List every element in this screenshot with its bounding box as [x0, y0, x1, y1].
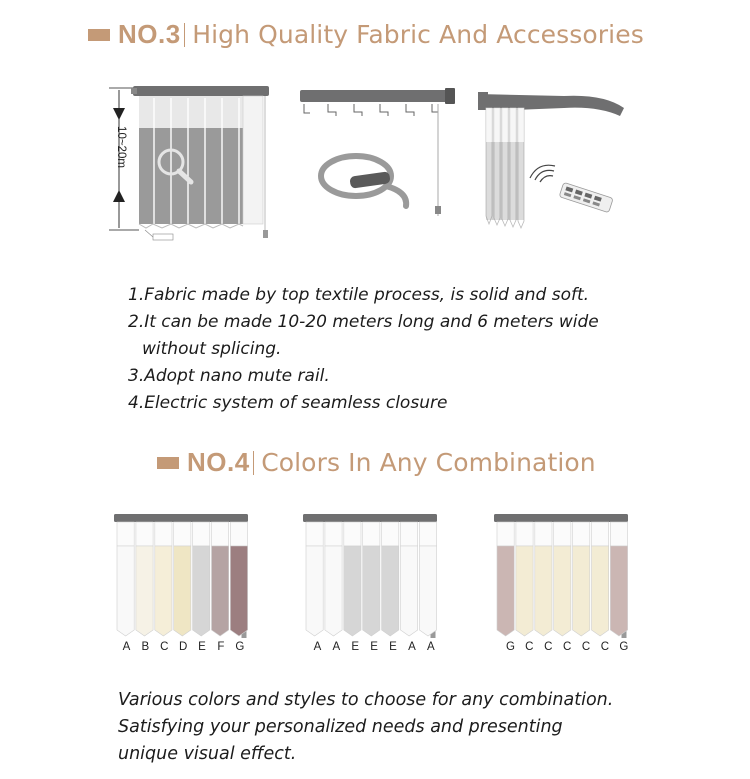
heading-bar — [157, 457, 179, 469]
section4-heading — [157, 447, 596, 478]
feature-item-continuation: without splicing. — [142, 339, 282, 359]
color-code: E — [198, 641, 206, 653]
curtain-blade — [573, 522, 590, 636]
color-code: E — [370, 641, 378, 653]
color-code: G — [619, 641, 629, 653]
color-code: C — [600, 641, 610, 653]
color-code-row — [308, 641, 440, 653]
curtain-blade — [610, 522, 627, 636]
feature-item: 3.Adopt nano mute rail. — [128, 366, 330, 386]
curtain-blade — [516, 522, 533, 636]
color-code: C — [544, 641, 553, 653]
curtain-blade — [174, 522, 191, 636]
description-line: Various colors and styles to choose for any combination. — [118, 690, 614, 710]
curtain-blade — [230, 522, 247, 636]
curtain-blade — [193, 522, 210, 636]
color-code: A — [313, 641, 322, 653]
color-code: E — [389, 641, 397, 653]
color-code: G — [235, 641, 245, 653]
heading-bar — [88, 29, 110, 41]
dimension-label: 10~20m — [115, 126, 127, 168]
color-code: A — [122, 641, 131, 653]
color-code: D — [178, 641, 188, 653]
feature-item: 1.Fabric made by top textile process, is solid and soft. — [128, 285, 590, 305]
color-code: A — [426, 641, 435, 653]
section4-title: Colors In Any Combination — [261, 448, 596, 477]
curved-rail-remote-illustration — [474, 86, 634, 236]
curtain-dimension-illustration — [105, 82, 275, 242]
description-line: unique visual effect. — [118, 744, 297, 764]
description-line: Satisfying your personalized needs and presenting — [118, 717, 563, 737]
color-code-row — [501, 641, 633, 653]
color-code: B — [141, 641, 150, 653]
heading-separator — [184, 23, 186, 47]
color-code: A — [332, 641, 341, 653]
section3-title: High Quality Fabric And Accessories — [192, 20, 644, 49]
curtain-rail — [114, 514, 248, 522]
color-code: F — [217, 641, 225, 653]
curtain-blade — [306, 522, 323, 636]
color-code: C — [160, 641, 169, 653]
curtain-blade — [117, 522, 134, 636]
curtain-blade — [592, 522, 609, 636]
color-sample-curtain — [494, 512, 634, 640]
heading-separator — [253, 451, 255, 475]
section3-number: NO.3 — [118, 19, 181, 49]
color-code-row — [117, 641, 249, 653]
color-code: G — [505, 641, 515, 653]
feature-item: 4.Electric system of seamless closure — [128, 393, 448, 413]
color-code: C — [525, 641, 534, 653]
feature-list — [128, 282, 599, 417]
section3-heading — [88, 19, 644, 50]
color-code: C — [562, 641, 572, 653]
color-code: E — [351, 641, 360, 653]
curtain-blade — [382, 522, 399, 636]
curtain-blade — [535, 522, 552, 636]
curtain-blade — [136, 522, 153, 636]
rail-pulley-illustration — [298, 88, 458, 223]
color-sample-curtain — [303, 512, 443, 640]
section4-number: NO.4 — [187, 447, 250, 477]
curtain-blade — [554, 522, 571, 636]
curtain-blade — [363, 522, 380, 636]
curtain-blade — [419, 522, 436, 636]
color-code: C — [581, 641, 591, 653]
curtain-blade — [401, 522, 418, 636]
curtain-blade — [212, 522, 229, 636]
color-code: A — [408, 641, 416, 653]
curtain-rail — [303, 514, 437, 522]
curtain-blade — [155, 522, 172, 636]
curtain-rail — [494, 514, 628, 522]
feature-item: 2.It can be made 10-20 meters long and 6 meters wide — [128, 312, 599, 332]
curtain-blade — [344, 522, 361, 636]
curtain-blade — [497, 522, 514, 636]
color-sample-curtain — [114, 512, 254, 640]
curtain-blade — [325, 522, 342, 636]
combination-description — [118, 687, 613, 768]
